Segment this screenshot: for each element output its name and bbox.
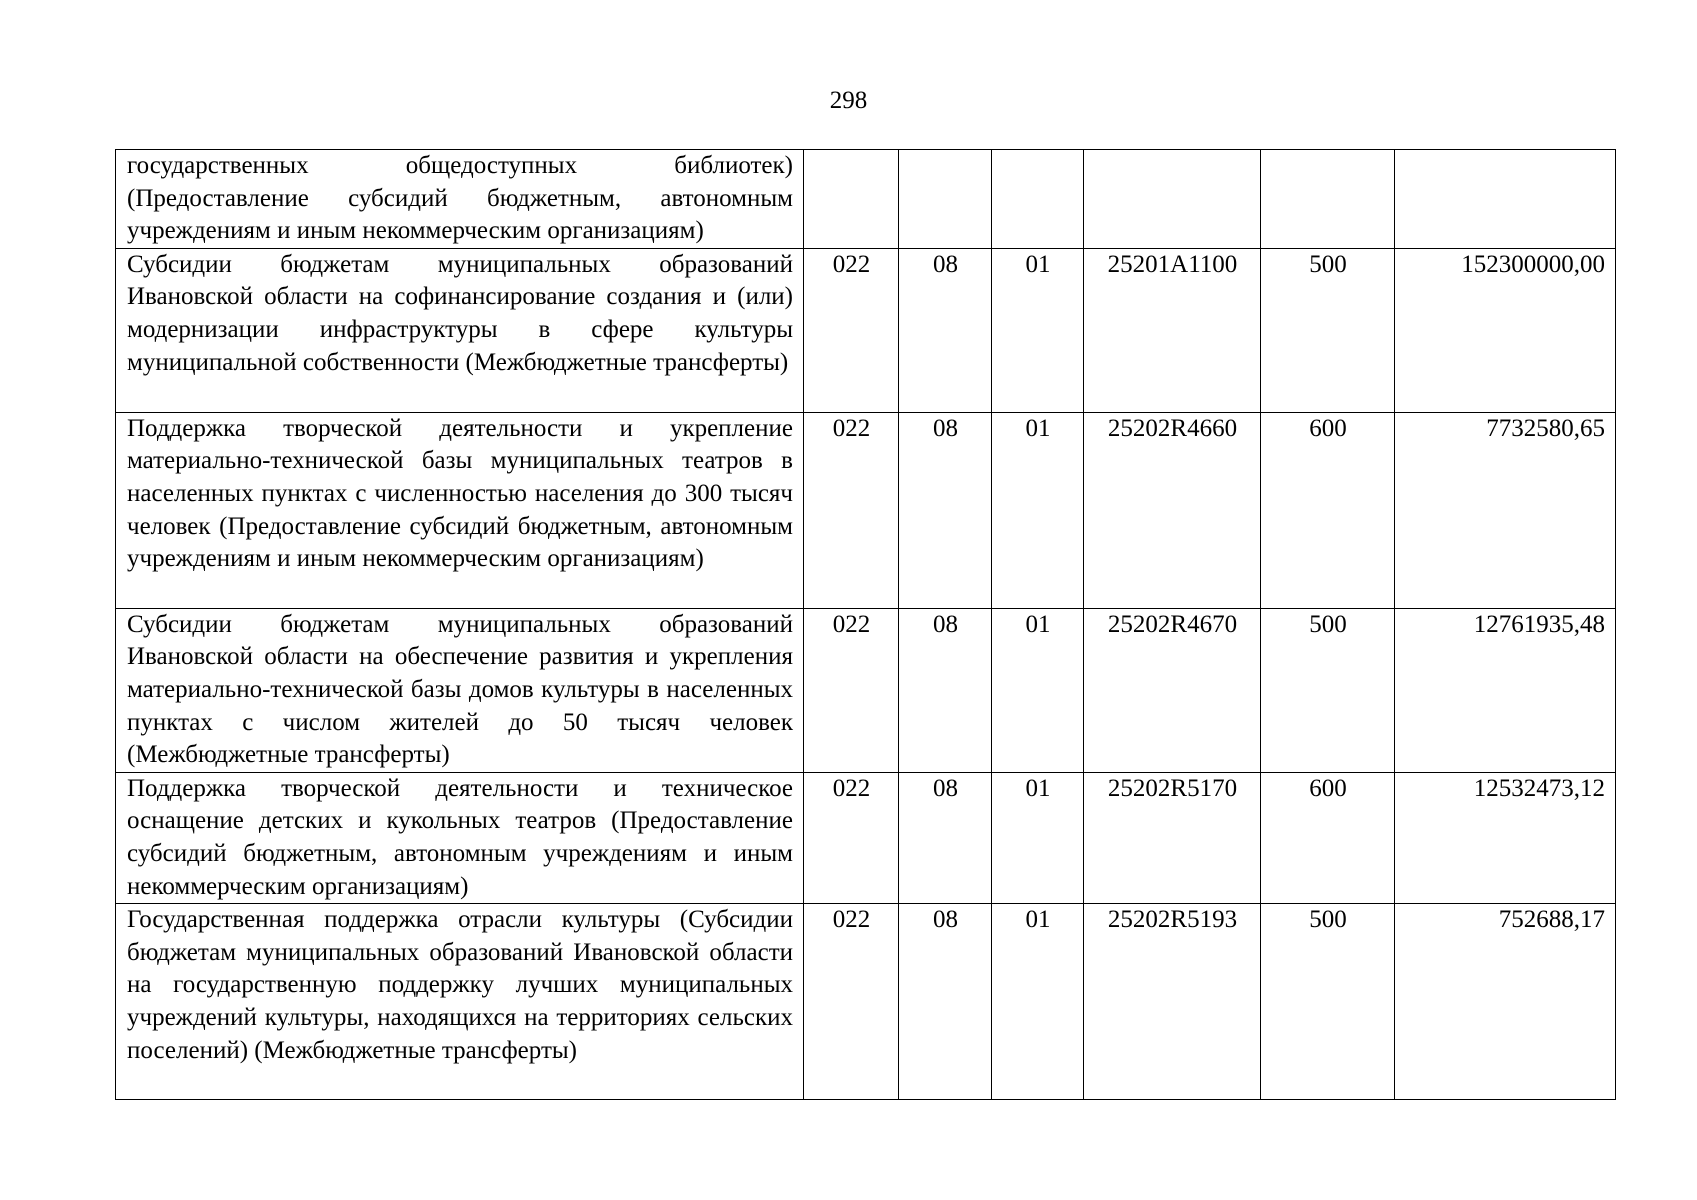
amount: 12532473,12 xyxy=(1395,772,1616,903)
ministry-code: 022 xyxy=(804,904,899,1100)
subsection-code: 01 xyxy=(992,412,1084,608)
subsection-code: 01 xyxy=(992,904,1084,1100)
ministry-code: 022 xyxy=(804,772,899,903)
table-row xyxy=(116,904,1616,1100)
target-item-code: 25201A1100 xyxy=(1084,248,1261,412)
section-code: 08 xyxy=(899,772,992,903)
target-item-code: 25202R4660 xyxy=(1084,412,1261,608)
subsection-code: 01 xyxy=(992,608,1084,772)
budget-table xyxy=(115,149,1616,1100)
section-code: 08 xyxy=(899,608,992,772)
expense-type-code: 500 xyxy=(1261,904,1395,1100)
amount: 12761935,48 xyxy=(1395,608,1616,772)
subsection-code xyxy=(992,150,1084,249)
ministry-code: 022 xyxy=(804,608,899,772)
table-row xyxy=(116,772,1616,903)
table-row xyxy=(116,150,1616,249)
table-row xyxy=(116,608,1616,772)
subsection-code: 01 xyxy=(992,772,1084,903)
amount: 752688,17 xyxy=(1395,904,1616,1100)
ministry-code xyxy=(804,150,899,249)
row-description: Поддержка творческой деятельности и укрепление материально-технической базы муниципальных театров в населенных пунктах с численностью населения до 300 тысяч человек (Предоставление субсидий бюджетным, автономным учреждениям и иным некоммерческим организациям) xyxy=(116,412,804,608)
section-code xyxy=(899,150,992,249)
target-item-code: 25202R5170 xyxy=(1084,772,1261,903)
row-description: Поддержка творческой деятельности и техническое оснащение детских и кукольных театров (Предоставление субсидий бюджетным, автономным учреждениям и иным некоммерческим организациям) xyxy=(116,772,804,903)
ministry-code: 022 xyxy=(804,412,899,608)
expense-type-code: 600 xyxy=(1261,412,1395,608)
section-code: 08 xyxy=(899,412,992,608)
section-code: 08 xyxy=(899,248,992,412)
table-row xyxy=(116,248,1616,412)
target-item-code xyxy=(1084,150,1261,249)
page-number: 298 xyxy=(829,87,868,114)
amount: 7732580,65 xyxy=(1395,412,1616,608)
table-row xyxy=(116,412,1616,608)
target-item-code: 25202R5193 xyxy=(1084,904,1261,1100)
section-code: 08 xyxy=(899,904,992,1100)
expense-type-code xyxy=(1261,150,1395,249)
row-description: Субсидии бюджетам муниципальных образований Ивановской области на обеспечение развития и укрепления материально-технической базы домов культуры в населенных пунктах с числом жителей до 50 тысяч человек (Межбюджетные трансферты) xyxy=(116,608,804,772)
row-description: государственных общедоступных библиотек) (Предоставление субсидий бюджетным, автономным учреждениям и иным некоммерческим организациям) xyxy=(116,150,804,249)
target-item-code: 25202R4670 xyxy=(1084,608,1261,772)
expense-type-code: 500 xyxy=(1261,608,1395,772)
expense-type-code: 600 xyxy=(1261,772,1395,903)
expense-type-code: 500 xyxy=(1261,248,1395,412)
row-description: Субсидии бюджетам муниципальных образований Ивановской области на софинансирование создания и (или) модернизации инфраструктуры в сфере культуры муниципальной собственности (Межбюджетные трансферты) xyxy=(116,248,804,412)
row-description: Государственная поддержка отрасли культуры (Субсидии бюджетам муниципальных образований Ивановской области на государственную поддержку лучших муниципальных учреждений культуры, находящихся на территориях сельских поселений) (Межбюджетные трансферты) xyxy=(116,904,804,1100)
amount xyxy=(1395,150,1616,249)
amount: 152300000,00 xyxy=(1395,248,1616,412)
subsection-code: 01 xyxy=(992,248,1084,412)
ministry-code: 022 xyxy=(804,248,899,412)
